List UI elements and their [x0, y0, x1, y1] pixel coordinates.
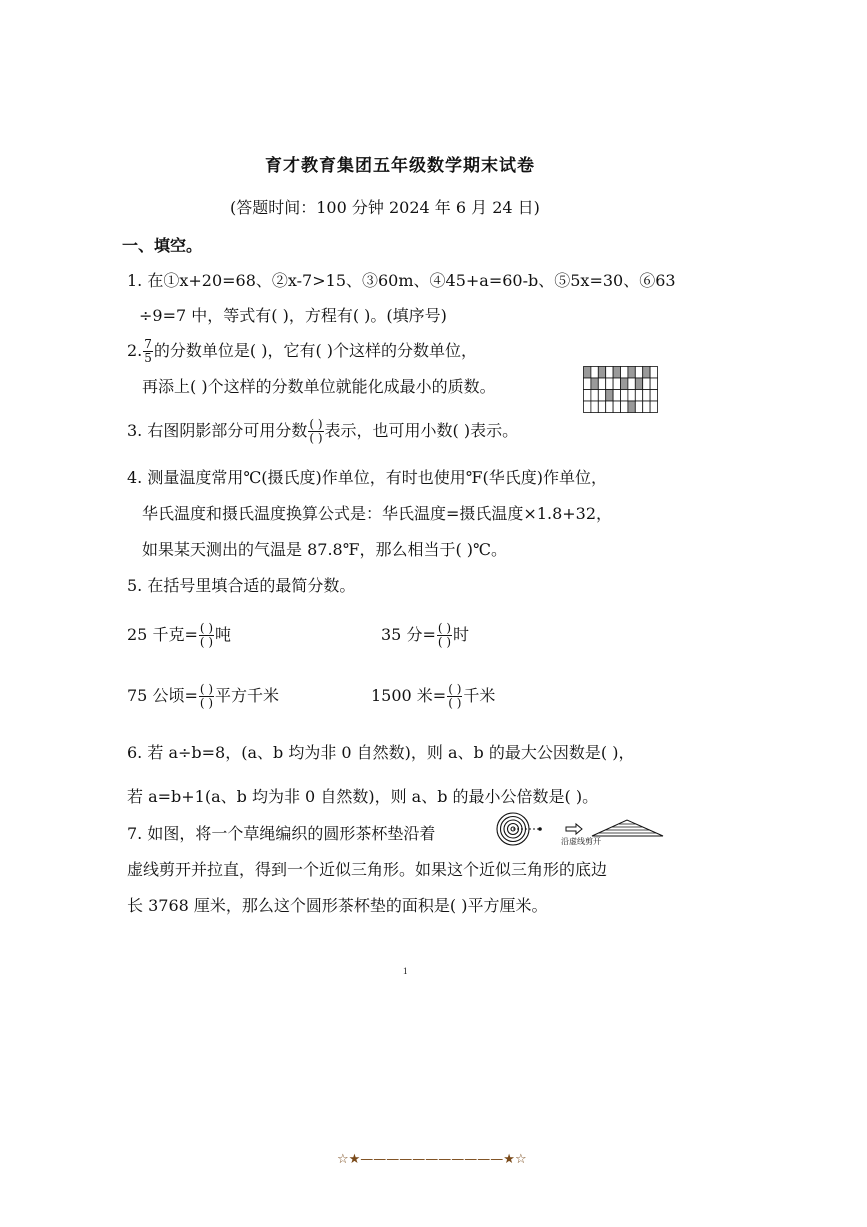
q5-item-4-fraction — [447, 683, 462, 710]
grid-cell — [635, 390, 642, 402]
q5-item-4-unit: 千米 — [463, 686, 496, 705]
grid-cell — [628, 378, 635, 390]
grid-cell — [650, 401, 657, 413]
grid-cell — [628, 401, 635, 413]
q3-line — [127, 418, 518, 445]
page-number: 1 — [403, 966, 408, 976]
q3-text-after: 表示，也可用小数( )表示。 — [324, 421, 519, 440]
coiled-coaster-icon — [497, 813, 542, 845]
q4-line1: 4. 测量温度常用℃(摄氏度)作单位，有时也使用℉(华氏度)作单位， — [127, 468, 607, 487]
grid-cell — [598, 367, 605, 379]
grid-cell — [591, 378, 598, 390]
q3-fraction — [308, 418, 323, 445]
grid-cell — [613, 378, 620, 390]
grid-cell — [584, 378, 591, 390]
grid-cell — [606, 401, 613, 413]
grid-cell — [591, 401, 598, 413]
q5-item-3-left: 75 公顷= — [127, 686, 198, 705]
grid-cell — [628, 390, 635, 402]
grid-cell — [613, 367, 620, 379]
grid-cell — [591, 390, 598, 402]
grid-cell — [613, 401, 620, 413]
q5-item-4-left: 1500 米= — [371, 686, 447, 705]
grid-cell — [643, 390, 650, 402]
grid-cell — [598, 378, 605, 390]
exam-subtitle: (答题时间：100 分钟 2024 年 6 月 24 日) — [230, 198, 540, 217]
q7-line3: 长 3768 厘米，那么这个圆形茶杯垫的面积是( )平方厘米。 — [127, 896, 548, 915]
right-arrow-icon — [566, 824, 582, 834]
grid-cell — [635, 401, 642, 413]
exam-title: 育才教育集团五年级数学期末试卷 — [265, 156, 535, 176]
q5-item-4-den: ( ) — [448, 696, 462, 710]
grid-cell — [650, 378, 657, 390]
q2-line1-text: 的分数单位是( )，它有( )个这样的分数单位， — [153, 341, 478, 360]
q5-item-1-left: 25 千克= — [127, 625, 198, 644]
grid-cell — [613, 390, 620, 402]
q5-item-1-unit: 吨 — [215, 625, 232, 644]
grid-cell — [606, 390, 613, 402]
q2-frac-den: 5 — [144, 351, 152, 365]
grid-cell — [606, 378, 613, 390]
q4-line3: 如果某天测出的气温是 87.8℉，那么相当于( )℃。 — [142, 540, 507, 559]
q5-item-4 — [371, 683, 495, 710]
grid-cell — [598, 401, 605, 413]
shaded-grid-figure — [583, 366, 659, 414]
q5-item-3-unit: 平方千米 — [215, 686, 280, 705]
q7-line1: 7. 如图，将一个草绳编织的圆形茶杯垫沿着 — [127, 824, 436, 843]
q5-item-2-num: ( ) — [437, 621, 452, 635]
grid-cell — [650, 367, 657, 379]
q6-line2: 若 a=b+1(a、b 均为非 0 自然数)，则 a、b 的最小公倍数是( )。 — [127, 787, 599, 806]
grid-cell — [621, 401, 628, 413]
q1-line1: 1. 在①x+20=68、②x-7>15、③60m、④45+a=60-b、⑤5x=30、⑥63 — [127, 271, 676, 290]
q2-line1 — [127, 338, 477, 365]
grid-cell — [643, 367, 650, 379]
triangle-icon — [592, 820, 663, 836]
q5-item-2 — [381, 622, 469, 649]
grid-cell — [643, 401, 650, 413]
q5-item-1-fraction — [199, 622, 214, 649]
q5-item-3-num: ( ) — [199, 682, 214, 696]
section-heading: 一、填空。 — [122, 236, 203, 255]
grid-cell — [621, 367, 628, 379]
q5-item-3-fraction — [199, 683, 214, 710]
q5-item-2-unit: 时 — [453, 625, 470, 644]
grid-cell — [606, 367, 613, 379]
grid-cell — [598, 390, 605, 402]
grid-cell — [591, 367, 598, 379]
grid-cell — [650, 390, 657, 402]
q4-line2: 华氏温度和摄氏温度换算公式是：华氏温度=摄氏温度×1.8+32， — [142, 504, 613, 523]
grid-cell — [621, 390, 628, 402]
q7-line2: 虚线剪开并拉直，得到一个近似三角形。如果这个近似三角形的底边 — [127, 860, 608, 879]
q5-item-1-den: ( ) — [199, 635, 214, 649]
grid-cell — [635, 367, 642, 379]
q2-line2: 再添上( )个这样的分数单位就能化成最小的质数。 — [142, 377, 496, 396]
q2-frac-num: 7 — [144, 337, 152, 351]
q5-item-2-left: 35 分= — [381, 625, 436, 644]
grid-cell — [621, 378, 628, 390]
q5-item-1 — [127, 622, 231, 649]
q3-text-before: 3. 右图阴影部分可用分数 — [127, 421, 308, 440]
q3-frac-num: ( ) — [309, 417, 323, 431]
grid-cell — [584, 401, 591, 413]
q5-item-1-num: ( ) — [199, 621, 214, 635]
q5-item-2-fraction — [437, 622, 452, 649]
footer-decoration: ☆★———————————★☆ — [337, 1152, 527, 1167]
grid-cell — [584, 390, 591, 402]
q5-item-3-den: ( ) — [199, 696, 214, 710]
q5-item-2-den: ( ) — [437, 635, 452, 649]
q5-item-4-num: ( ) — [448, 682, 462, 696]
grid-cell — [643, 378, 650, 390]
q1-line2: ÷9=7 中，等式有( )，方程有( )。(填序号) — [139, 306, 447, 325]
q2-fraction — [143, 338, 153, 365]
q2-number: 2. — [127, 341, 143, 360]
q3-frac-den: ( ) — [309, 431, 323, 445]
q6-line1: 6. 若 a÷b=8，(a、b 均为非 0 自然数)，则 a、b 的最大公因数是( )， — [127, 743, 635, 762]
grid-cell — [635, 378, 642, 390]
grid-cell — [628, 367, 635, 379]
figure-caption: 沿虚线剪开 — [561, 837, 601, 846]
q5-line1: 5. 在括号里填合适的最简分数。 — [127, 576, 356, 595]
grid-cell — [584, 367, 591, 379]
q5-item-3 — [127, 683, 279, 710]
